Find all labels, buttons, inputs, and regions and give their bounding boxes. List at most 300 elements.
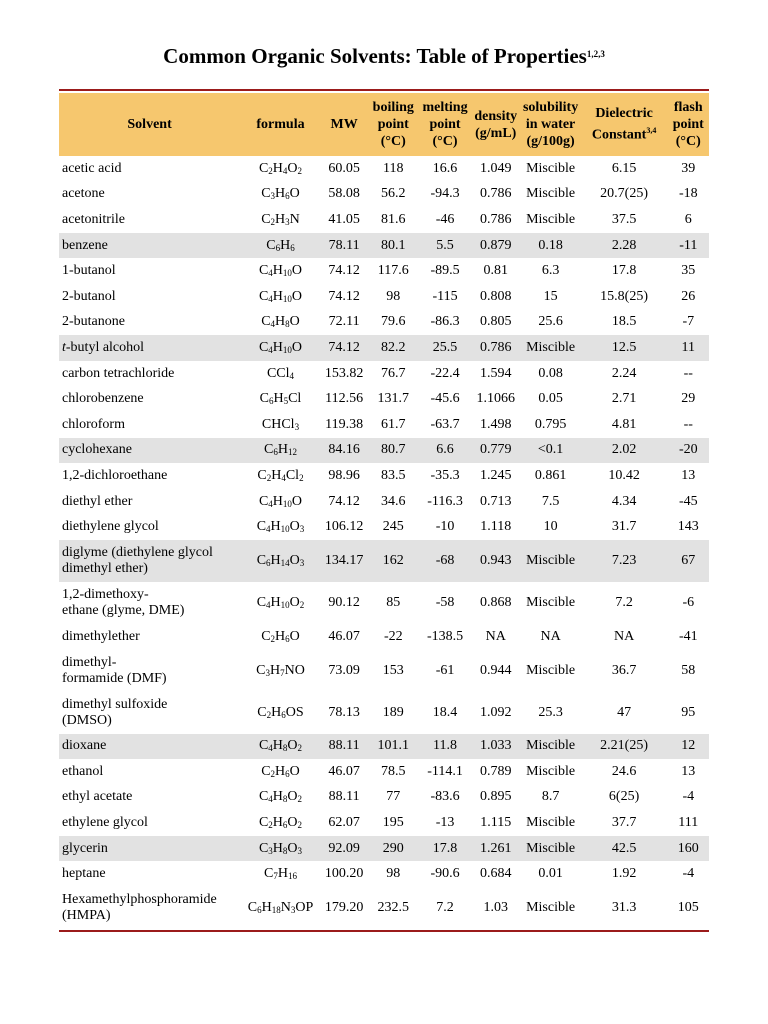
cell-flash: 67 — [668, 540, 709, 582]
cell-density: 0.943 — [471, 540, 521, 582]
header-solvent: Solvent — [127, 117, 172, 132]
cell-bp: 101.1 — [367, 734, 419, 760]
cell-mp: 17.8 — [419, 836, 471, 862]
table-row — [59, 785, 709, 811]
cell-density: 1.498 — [479, 416, 512, 432]
solvent-name-line: chloroform — [62, 416, 125, 432]
header-mp-line: (°C) — [432, 134, 458, 149]
cell-bp: 79.6 — [381, 314, 406, 330]
cell-solvent — [59, 759, 240, 785]
cell-mw: 179.20 — [324, 900, 364, 916]
cell-mp: -89.5 — [430, 263, 460, 279]
cell-solubility: 0.18 — [521, 233, 581, 259]
solvent-properties-table — [59, 93, 709, 929]
cell-formula: $C_4H_{10}O_2$ — [256, 594, 305, 610]
cell-solubility: 0.861 — [534, 467, 567, 483]
cell-solvent — [59, 692, 240, 734]
table-row — [59, 182, 709, 208]
cell-solvent — [59, 284, 240, 310]
cell-flash: -11 — [668, 233, 709, 259]
cell-solubility: 0.05 — [538, 391, 563, 407]
cell-mp: -13 — [435, 815, 455, 831]
table-row — [59, 310, 709, 336]
cell-solubility: 6.3 — [541, 263, 560, 279]
cell-flash: 13 — [681, 763, 696, 779]
cell-dielectric: 47 — [617, 704, 632, 720]
cell-mp: -138.5 — [426, 628, 464, 644]
cell-solvent — [59, 463, 240, 489]
cell-solvent — [59, 156, 240, 182]
table-row — [59, 692, 709, 734]
cell-dielectric: 37.5 — [611, 211, 637, 227]
solvent-name-line: ethylene glycol — [62, 815, 148, 831]
cell-formula: $C_4H_8O_2$ — [240, 734, 321, 760]
cell-mw: 88.11 — [328, 789, 360, 805]
cell-density: 0.81 — [483, 263, 508, 279]
cell-solubility: <0.1 — [521, 438, 581, 464]
cell-density: 0.684 — [479, 866, 512, 882]
solvent-name-line: ethanol — [62, 763, 104, 779]
cell-bp: 118 — [383, 160, 404, 176]
table-row — [59, 759, 709, 785]
cell-solvent — [59, 540, 240, 582]
cell-dielectric: 24.6 — [611, 763, 637, 779]
title-references: 1,2,3 — [586, 49, 605, 59]
table-row — [59, 412, 709, 438]
table-row — [59, 540, 709, 582]
table-row — [59, 284, 709, 310]
cell-flash: -4 — [682, 866, 695, 882]
header-dielectric-line: Dielectric — [595, 106, 653, 122]
table-row — [59, 887, 709, 929]
table-row — [59, 861, 709, 887]
header-solubility-line: (g/100g) — [526, 134, 575, 149]
cell-formula: $C_2H_6O_2$ — [258, 815, 303, 831]
solvent-name-line: (DMSO) — [62, 712, 112, 728]
cell-formula: $C_2H_4O_2$ — [258, 160, 303, 176]
cell-solvent — [59, 310, 240, 336]
cell-solvent — [59, 836, 240, 862]
cell-mw: 46.07 — [328, 628, 360, 644]
cell-formula: $C_3H_7NO$ — [256, 662, 305, 678]
cell-flash: -4 — [682, 789, 695, 805]
cell-dielectric: 2.28 — [581, 233, 668, 259]
cell-dielectric: 7.23 — [581, 540, 668, 582]
cell-bp: 80.1 — [367, 233, 419, 259]
cell-density: 1.092 — [479, 704, 512, 720]
cell-bp: 83.5 — [381, 467, 406, 483]
cell-bp: 117.6 — [377, 263, 409, 279]
cell-dielectric: 1.92 — [611, 866, 637, 882]
cell-mw: 153.82 — [324, 365, 364, 381]
cell-formula: $C_3H_8O_3$ — [240, 836, 321, 862]
cell-mp: -22.4 — [430, 365, 460, 381]
cell-flash: 95 — [681, 704, 696, 720]
table-row — [59, 258, 709, 284]
header-solubility-line: solubility — [522, 100, 579, 115]
cell-solvent — [59, 412, 240, 438]
header-mp-line: point — [429, 117, 461, 132]
cell-mp: -116.3 — [427, 493, 463, 509]
cell-dielectric: 36.7 — [611, 662, 637, 678]
cell-bp: 56.2 — [381, 186, 406, 202]
header-bp-line: point — [377, 117, 409, 132]
solvent-name-line: dimethyl sulfoxide — [62, 696, 168, 712]
cell-mp: 11.8 — [419, 734, 471, 760]
cell-formula: $C_4H_8O_2$ — [258, 789, 303, 805]
cell-mw: 58.08 — [328, 186, 360, 202]
solvent-name-line: diethylene glycol — [62, 519, 159, 535]
cell-solubility: Miscible — [526, 211, 576, 227]
cell-formula: $C_6H_{12}$ — [240, 438, 321, 464]
header-flash-line: (°C) — [675, 134, 701, 149]
cell-density: 0.789 — [479, 763, 512, 779]
cell-density: 0.868 — [479, 594, 512, 610]
cell-dielectric: 15.8(25) — [600, 288, 648, 304]
cell-bp: 189 — [382, 704, 404, 720]
solvent-name-line: acetone — [62, 186, 105, 202]
cell-solubility: Miscible — [526, 594, 576, 610]
cell-mp: 6.6 — [419, 438, 471, 464]
table-row — [59, 233, 709, 259]
cell-flash: 160 — [668, 836, 709, 862]
cell-bp: 85 — [386, 594, 401, 610]
cell-dielectric: 10.42 — [608, 467, 640, 483]
cell-solvent — [59, 624, 240, 650]
cell-density: 1.033 — [471, 734, 521, 760]
cell-dielectric: 4.81 — [611, 416, 637, 432]
cell-solubility: NA — [540, 628, 561, 644]
cell-density: 0.805 — [479, 314, 512, 330]
cell-mp: 18.4 — [432, 704, 458, 720]
cell-solvent — [59, 861, 240, 887]
cell-solvent — [59, 650, 240, 692]
cell-solubility: Miscible — [521, 734, 581, 760]
cell-mp: -86.3 — [430, 314, 460, 330]
table-row — [59, 810, 709, 836]
cell-mw: 46.07 — [328, 763, 360, 779]
cell-density: 1.03 — [483, 900, 508, 916]
cell-flash: 26 — [681, 288, 696, 304]
header-dielectric-constant — [581, 93, 668, 156]
cell-flash: -20 — [668, 438, 709, 464]
cell-dielectric: 4.34 — [611, 493, 637, 509]
cell-mp: -114.1 — [427, 763, 463, 779]
cell-flash: 143 — [677, 519, 699, 535]
header-dielectric-refs: 3,4 — [646, 126, 657, 136]
solvent-name-line: acetic acid — [62, 160, 122, 176]
header-bp-line: (°C) — [380, 134, 406, 149]
table-row — [59, 489, 709, 515]
table-body — [59, 156, 709, 929]
cell-mw: 74.12 — [328, 263, 360, 279]
header-mw: MW — [330, 117, 358, 132]
cell-mp: -83.6 — [430, 789, 460, 805]
cell-flash: 35 — [681, 263, 696, 279]
cell-dielectric: 2.21(25) — [581, 734, 668, 760]
cell-bp: 61.7 — [381, 416, 406, 432]
cell-flash: -45 — [678, 493, 698, 509]
cell-bp: 77 — [386, 789, 401, 805]
cell-solubility: 25.3 — [538, 704, 563, 720]
solvent-name-line: dioxane — [62, 738, 107, 754]
header-density — [471, 93, 521, 156]
cell-mw: 84.16 — [321, 438, 368, 464]
cell-mp: -90.6 — [430, 866, 460, 882]
table-row — [59, 624, 709, 650]
solvent-name-line: 2-butanol — [62, 288, 116, 304]
cell-bp: 98 — [386, 866, 401, 882]
header-mp-line: melting — [422, 100, 468, 115]
cell-density: 0.879 — [471, 233, 521, 259]
cell-solubility: Miscible — [521, 540, 581, 582]
cell-density: 0.779 — [471, 438, 521, 464]
cell-solvent — [59, 810, 240, 836]
header-formula: formula — [256, 117, 305, 132]
cell-bp: 80.7 — [367, 438, 419, 464]
cell-density: NA — [485, 628, 506, 644]
cell-density: 1.049 — [479, 160, 512, 176]
cell-flash: 39 — [681, 160, 696, 176]
cell-mw: 74.12 — [328, 288, 360, 304]
cell-dielectric: 31.7 — [611, 519, 637, 535]
cell-mw: 100.20 — [324, 866, 364, 882]
cell-solvent — [59, 582, 240, 624]
solvent-name-line: Hexamethylphosphoramide — [62, 892, 217, 908]
cell-mw: 134.17 — [321, 540, 368, 582]
cell-dielectric: 31.3 — [611, 900, 637, 916]
solvent-name-line: chlorobenzene — [62, 391, 144, 407]
cell-density: 0.713 — [479, 493, 512, 509]
table-row — [59, 514, 709, 540]
cell-mp: -35.3 — [430, 467, 460, 483]
cell-mw: 92.09 — [321, 836, 368, 862]
cell-flash: -41 — [678, 628, 698, 644]
cell-dielectric: 6(25) — [608, 789, 640, 805]
cell-solubility: 7.5 — [541, 493, 560, 509]
cell-dielectric: 42.5 — [581, 836, 668, 862]
cell-dielectric: 17.8 — [611, 263, 637, 279]
cell-formula: $C_2H_6O$ — [261, 763, 300, 779]
cell-mw: 78.13 — [328, 704, 360, 720]
cell-density: 0.786 — [471, 335, 521, 361]
cell-formula: $C_4H_8O$ — [261, 314, 300, 330]
table-row — [59, 361, 709, 387]
cell-dielectric: 37.7 — [611, 815, 637, 831]
page-title — [0, 44, 768, 69]
cell-mp: 16.6 — [432, 160, 458, 176]
cell-solubility: Miscible — [526, 763, 576, 779]
solvent-name-line: dimethyl- — [62, 654, 117, 670]
cell-density: 1.118 — [480, 519, 512, 535]
header-dielectric-line: Constant — [591, 127, 647, 143]
cell-density: 0.786 — [479, 186, 512, 202]
cell-formula: CHCl$_3$ — [261, 416, 300, 432]
cell-formula: $C_2H_6OS$ — [257, 704, 304, 720]
cell-flash: 111 — [678, 815, 699, 831]
cell-mw: 62.07 — [328, 815, 360, 831]
cell-mp: -45.6 — [430, 391, 460, 407]
cell-solvent — [59, 785, 240, 811]
cell-density: 0.944 — [479, 662, 512, 678]
cell-dielectric: 20.7(25) — [600, 186, 648, 202]
cell-mp: -10 — [435, 519, 455, 535]
header-solubility — [521, 93, 581, 156]
header-solubility-line: in water — [525, 117, 576, 132]
cell-dielectric: 2.24 — [611, 365, 637, 381]
cell-formula: $C_6H_5Cl$ — [259, 391, 302, 407]
cell-density: 0.895 — [479, 789, 512, 805]
cell-formula: $C_4H_{10}O$ — [258, 263, 303, 279]
cell-solubility: 8.7 — [541, 789, 560, 805]
cell-solubility: Miscible — [526, 186, 576, 202]
cell-bp: -22 — [383, 628, 403, 644]
cell-dielectric: 12.5 — [581, 335, 668, 361]
cell-formula: $C_6H_{14}O_3$ — [240, 540, 321, 582]
cell-mw: 98.96 — [328, 467, 360, 483]
cell-solubility: 0.01 — [538, 866, 563, 882]
solvent-name-line: dimethyl ether) — [62, 560, 148, 576]
cell-flash: -7 — [682, 314, 695, 330]
cell-solubility: Miscible — [521, 335, 581, 361]
cell-flash: 11 — [668, 335, 709, 361]
table-row — [59, 650, 709, 692]
cell-mw: 112.56 — [325, 391, 364, 407]
header-flash-point — [668, 93, 709, 156]
cell-mw: 60.05 — [328, 160, 360, 176]
header-density-line: density — [474, 108, 518, 124]
solvent-name-line: 1-butanol — [62, 263, 116, 279]
header-bp-line: boiling — [372, 100, 414, 115]
table-row — [59, 463, 709, 489]
cell-solubility: 15 — [543, 288, 558, 304]
cell-mp: -58 — [435, 594, 455, 610]
solvent-name-line: carbon tetrachloride — [62, 365, 175, 381]
cell-mw: 72.11 — [328, 314, 360, 330]
cell-solubility: 0.08 — [538, 365, 563, 381]
cell-solvent — [59, 887, 240, 929]
cell-mp: -68 — [419, 540, 471, 582]
cell-dielectric: 7.2 — [615, 594, 633, 610]
table-row — [59, 836, 709, 862]
cell-bp: 195 — [382, 815, 404, 831]
table-row — [59, 207, 709, 233]
cell-solubility: 0.795 — [534, 416, 567, 432]
solvent-name-line: acetonitrile — [62, 211, 125, 227]
cell-bp: 290 — [367, 836, 419, 862]
cell-density: 1.245 — [479, 467, 512, 483]
cell-bp: 34.6 — [381, 493, 406, 509]
title-text: Common Organic Solvents: Table of Properties — [163, 44, 587, 68]
solvent-name-line: ethane (glyme, DME) — [62, 602, 185, 618]
cell-bp: 162 — [367, 540, 419, 582]
cell-solubility: 25.6 — [538, 314, 563, 330]
cell-mp: -94.3 — [430, 186, 460, 202]
cell-mw: 88.11 — [321, 734, 368, 760]
cell-solvent — [59, 258, 240, 284]
cell-mw: 41.05 — [328, 211, 360, 227]
cell-flash: -18 — [678, 186, 698, 202]
solvent-name-line: 1,2-dimethoxy- — [62, 586, 149, 602]
solvent-name-line: 1,2-dichloroethane — [62, 467, 168, 483]
solvent-name-line: heptane — [62, 866, 106, 882]
cell-mp: 25.5 — [419, 335, 471, 361]
header-density-line: (g/mL) — [475, 125, 517, 141]
cell-bp: 81.6 — [381, 211, 406, 227]
cell-flash: 105 — [677, 900, 699, 916]
cell-solubility: Miscible — [526, 160, 576, 176]
header-melting-point — [419, 93, 471, 156]
cell-bp: 98 — [386, 288, 401, 304]
cell-dielectric: 2.02 — [581, 438, 668, 464]
header-flash-line: point — [672, 117, 704, 132]
cell-density: 1.594 — [479, 365, 512, 381]
header-flash-line: flash — [673, 100, 703, 115]
cell-mw: 90.12 — [328, 594, 360, 610]
cell-formula: $C_4H_{10}O_3$ — [256, 519, 305, 535]
solvent-name-line: diglyme (diethylene glycol — [62, 544, 213, 560]
cell-bp: 153 — [382, 662, 404, 678]
solvent-name-line: glycerin — [62, 840, 108, 856]
cell-mp: 7.2 — [436, 900, 454, 916]
cell-formula: $C_6H_{18}N_3OP$ — [247, 900, 314, 916]
cell-solvent — [59, 438, 240, 464]
cell-solubility: 10 — [543, 519, 558, 535]
cell-formula: $C_4H_{10}O$ — [240, 335, 321, 361]
cell-solvent — [59, 361, 240, 387]
cell-density: 0.808 — [479, 288, 512, 304]
solvent-name-line: formamide (DMF) — [62, 670, 167, 686]
cell-formula: $C_2H_4Cl_2$ — [257, 467, 304, 483]
cell-mp: -61 — [435, 662, 455, 678]
cell-bp: 78.5 — [381, 763, 406, 779]
cell-flash: 6 — [684, 211, 692, 227]
cell-solvent — [59, 335, 240, 361]
cell-mw: 74.12 — [321, 335, 368, 361]
cell-mw: 106.12 — [324, 519, 364, 535]
cell-mp: -63.7 — [430, 416, 460, 432]
cell-mw: 74.12 — [328, 493, 360, 509]
cell-bp: 131.7 — [377, 391, 410, 407]
cell-dielectric: 6.15 — [611, 160, 637, 176]
solvent-name-line: benzene — [62, 237, 108, 253]
solvent-name-line: ethyl acetate — [62, 789, 133, 805]
solvent-name-line: (HMPA) — [62, 908, 111, 924]
table-header-row — [59, 93, 709, 156]
table-row — [59, 734, 709, 760]
cell-formula: $C_2H_6O$ — [261, 628, 300, 644]
cell-mp: 5.5 — [419, 233, 471, 259]
cell-dielectric: NA — [613, 628, 635, 644]
cell-density: 0.786 — [479, 211, 512, 227]
cell-density: 1.1066 — [476, 391, 515, 407]
cell-flash: -6 — [682, 594, 695, 610]
cell-bp: 232.5 — [377, 900, 410, 916]
solvent-name-line: dimethylether — [62, 628, 140, 644]
cell-solvent — [59, 734, 240, 760]
table-row — [59, 582, 709, 624]
table-row — [59, 438, 709, 464]
cell-formula: $C_4H_{10}O$ — [258, 288, 303, 304]
cell-formula: $C_4H_{10}O$ — [258, 493, 303, 509]
cell-solubility: Miscible — [526, 900, 576, 916]
cell-solvent — [59, 207, 240, 233]
cell-solubility: Miscible — [526, 662, 576, 678]
cell-formula: $C_2H_3N$ — [261, 211, 300, 227]
cell-formula: $C_7H_{16}$ — [264, 866, 297, 882]
cell-mp: -115 — [432, 288, 458, 304]
cell-mp: -46 — [435, 211, 455, 227]
